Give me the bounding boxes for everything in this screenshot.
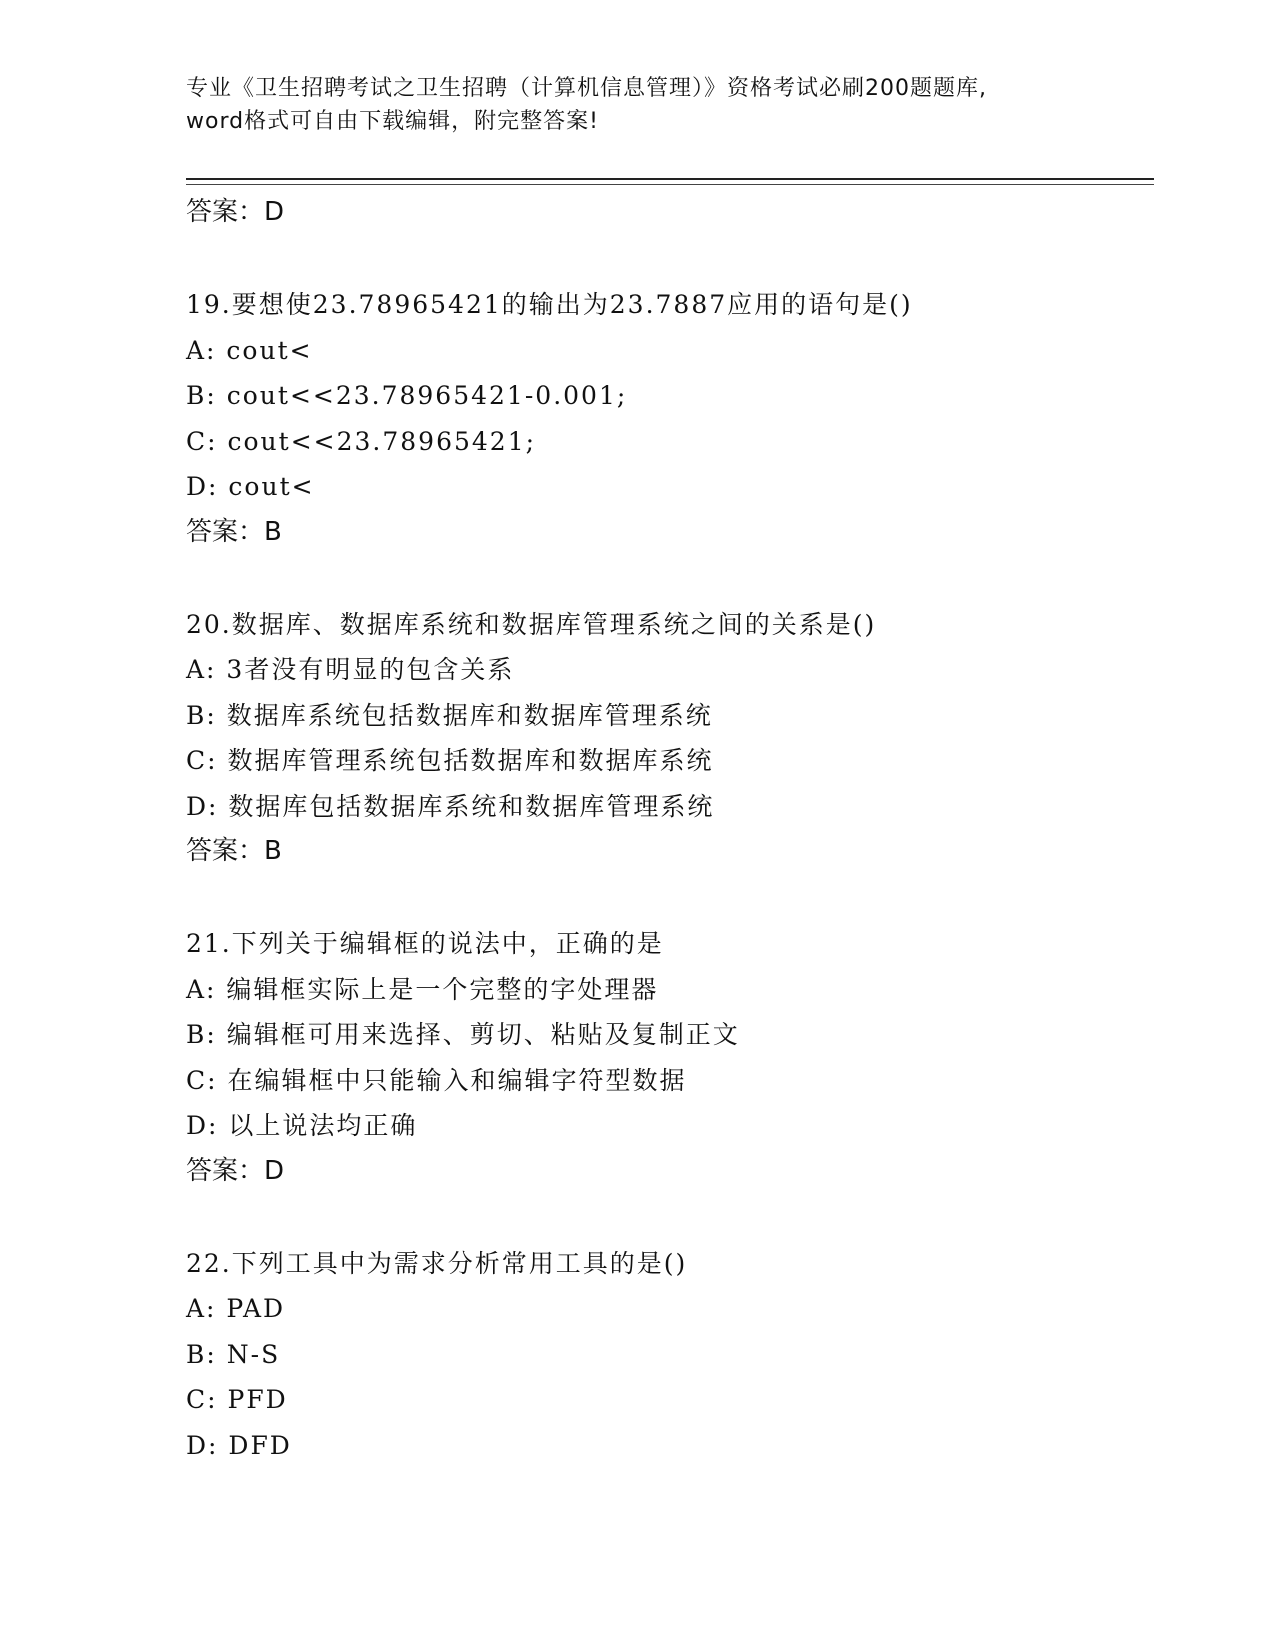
option-c: C: 数据库管理系统包括数据库和数据库系统: [186, 746, 714, 775]
option-a: A: PAD: [186, 1294, 286, 1323]
document-body: [186, 190, 1146, 1468]
answer-line: 答案：D: [186, 1155, 285, 1186]
header-line-1: 专业《卫生招聘考试之卫生招聘（计算机信息管理）》资格考试必刷200题题库,: [186, 76, 987, 101]
option-b: B: 数据库系统包括数据库和数据库管理系统: [186, 700, 713, 730]
question-text: 19.要想使23.78965421的输出为23.7887应用的语句是(): [186, 290, 913, 319]
option-d: D: 数据库包括数据库系统和数据库管理系统: [186, 791, 715, 821]
question-text: 21.下列关于编辑框的说法中，正确的是: [186, 929, 664, 958]
option-c: C: 在编辑框中只能输入和编辑字符型数据: [186, 1065, 687, 1095]
option-d: D: DFD: [186, 1430, 292, 1460]
header-divider-thick: [186, 178, 1154, 180]
option-b: B: cout<<23.78965421-0.001;: [186, 381, 628, 410]
question-text: 22.下列工具中为需求分析常用工具的是(): [186, 1248, 688, 1278]
header-line-2: word格式可自由下载编辑，附完整答案!: [186, 109, 599, 134]
question-block-20: [186, 602, 1146, 875]
question-text: 20.数据库、数据库系统和数据库管理系统之间的关系是(): [186, 609, 877, 639]
option-a: A: 3者没有明显的包含关系: [186, 655, 515, 684]
document-header: [186, 72, 1066, 138]
question-block-22: [186, 1241, 1146, 1469]
option-d: D: 以上说法均正确: [186, 1111, 418, 1140]
question-block-19: [186, 282, 1146, 555]
option-a: A: cout<: [186, 335, 313, 365]
option-c: C: cout<<23.78965421;: [186, 426, 537, 456]
option-b: B: N-S: [186, 1339, 281, 1369]
question-block-21: [186, 921, 1146, 1194]
option-a: A: 编辑框实际上是一个完整的字处理器: [186, 974, 659, 1004]
answer-line: 答案：B: [186, 836, 282, 866]
option-c: C: PFD: [186, 1385, 288, 1414]
answer-line: 答案：B: [186, 516, 282, 547]
answer-line: 答案：D: [186, 197, 285, 227]
option-d: D: cout<: [186, 472, 315, 501]
option-b: B: 编辑框可用来选择、剪切、粘贴及复制正文: [186, 1020, 740, 1049]
header-divider-thin: [186, 184, 1154, 185]
